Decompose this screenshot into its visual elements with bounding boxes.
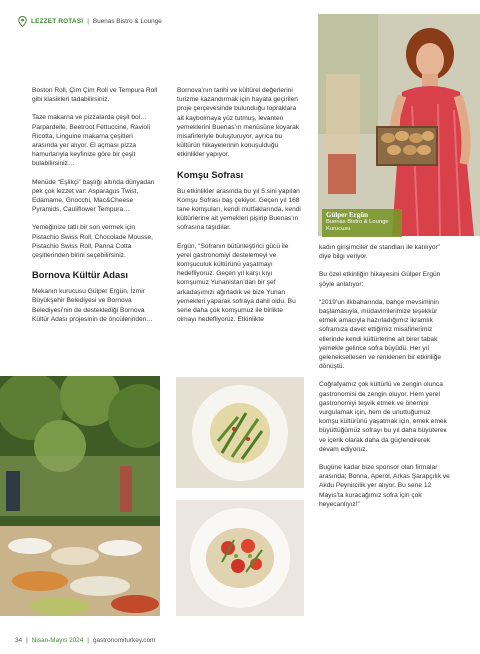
caption-role: Buenas Bistro & Lounge Kurucusu: [326, 219, 389, 232]
asparagus-dish-illustration: [176, 377, 304, 488]
paragraph: Bu özel etkinliğin hikayesini Gülper Ergün şöyle anlatıyor:: [319, 271, 441, 288]
paragraph: “2019’un ilkbaharında, bahçe mevsiminin başlamasıyla, müdavimlerimize teşekkür etmek amacıyla hazırladığımız ikramlık soframıza davet ettiğimiz misafirlerimiz ellerinde kendi kültürlerine ait birer tabak yemekle gelince sofra büyüdü. Her yıl geleneksellesen ve renklenen bir etkinliğe dönüştü.: [319, 298, 442, 371]
column-2: [177, 86, 303, 333]
garden-event-photo: [0, 376, 160, 616]
paragraph: Yemeğinize tatlı bir son vermek için Pistachio Swiss Roll, Chocolade Mousse, Pistachio Swiss Roll, Panna Cotta çeşitlerinden birini seçebilirsiniz.: [32, 224, 153, 260]
footer-separator: |: [87, 637, 89, 644]
portrait-illustration: [318, 14, 480, 236]
paragraph: Menüde “Eşlikçi” başlığı altında dünyadan pek çok lezzet var: Asparagus Twist, Edamame, Gnocchi, Mac&Cheese Pyramids, Cauliflower Tempura…: [32, 178, 155, 214]
asparagus-dish-photo: [176, 377, 304, 488]
paragraph: Taze makarna ve pizzalarda çeşit bol… Parpardelle, Beetroot Fettuccine, Ravioli Ricotta, Linguine makarna çeşitleri arasında yer alıyor. El açması pizza hamurlarıyla keyfinize göre bir çeşit bulabilirsiniz…: [32, 114, 151, 168]
location-pin-icon: [18, 16, 27, 27]
paragraph: kadın girişimciler de standları ile katılıyor” diye bilgi veriyor.: [319, 244, 440, 261]
issue-date: Nisan-Mayıs 2024: [31, 637, 84, 644]
salad-dish-photo: [176, 500, 304, 616]
caption-name: Gülper Ergün: [326, 211, 369, 219]
paragraph: Coğrafyamız çok kültürlü ve zengin olunca gastronomisi de zengin oluyor. Hem yerel gastronomiyi teşvik etmek ve önemini vurgulamak için, hem de unuttuğumuz komşu kültürünü yaşatmak için, emek emek büyüttüğümüz sofrayı bu yıl daha büyütereк ve içerik olarak daha da güçlendirerek devam ediyoruz.: [319, 381, 447, 453]
paragraph: Mekanın kurucusu Gülper Ergün, İzmir Büyükşehir Belediyesi ve Bornova Belediyesi’nin de desteklediği Bornova Kültür Adası projesinin de öncülerinden…: [32, 288, 153, 323]
paragraph: Ergün, “Sofranın bütünleştirici gücü ile yerel gastronomiyi destelemeyi ve komşuculuk kültürünü yaşatmayı hedefliyoruz. Geçen yıl karşı kıyı komşumuz Yunanistan’dan bir şef arkadaşımızı ağırladık ve bize Yunan yemekleri yaparak sofraya dahil oldu. Bu sene daha çok komşumuz ile birlikte olmayı hedefliyoruz. Etkinlikte: [177, 242, 296, 324]
page-footer: [15, 637, 155, 644]
footer-separator: |: [26, 637, 28, 644]
paragraph: Bu etkinlikler arasında bu yıl 5.sini yapılan Komşu Sofrası baş çekiyor. Geçen yıl 168 tane komşuları, kendi mutfaklarında, kendi kültürlerine ait yemekleri pişirip Buenas’ın sofrasına taşıdılar.: [177, 187, 301, 232]
page-number: 34: [15, 637, 23, 644]
portrait-photo: [318, 14, 480, 236]
paragraph: Boston Roll, Çim Çim Roll ve Tempura Roll gibi klasikleri tadabilirsiniz.: [32, 87, 158, 104]
portrait-caption: [322, 209, 402, 237]
website: gastronomiturkey.com: [92, 637, 156, 644]
section-heading-bornova: Bornova Kültür Adası: [32, 269, 129, 281]
salad-dish-illustration: [176, 500, 304, 616]
section-title: LEZZET ROTASI: [31, 17, 84, 25]
header-separator: |: [87, 17, 89, 25]
paragraph: Bugüne kadar bize sponsor olan firmalar arasında; Bonna, Aperol, Arkas Şarapçılık ve Akdu Peynircilik yer alıyor. Bu sene 12 Mayıs’ta kuracağımız sofra için çok heyecanlıyız!”: [319, 464, 450, 508]
page-header: [18, 14, 162, 28]
column-3: [319, 243, 450, 518]
column-1: [32, 86, 160, 333]
section-subtitle: Buenas Bistro & Lounge: [92, 17, 162, 25]
paragraph: Bornova’nın tarihi ve kültürel değerlerini turizme kazandırmak için hayata geçirilen proje çerçevesinde bulunduğu topraklara ait kaybolmaya yüz tutmuş, levanten yemeklerini Buenas’ın menüsüne koyarak misafirleriyle buluşturuyor, ayrıca bu kültürün hikayelerinin konuşulduğu etkinlikler yapıyor.: [177, 87, 300, 159]
section-heading-komsu: Komşu Sofrası: [177, 168, 244, 180]
garden-illustration: [0, 376, 160, 616]
